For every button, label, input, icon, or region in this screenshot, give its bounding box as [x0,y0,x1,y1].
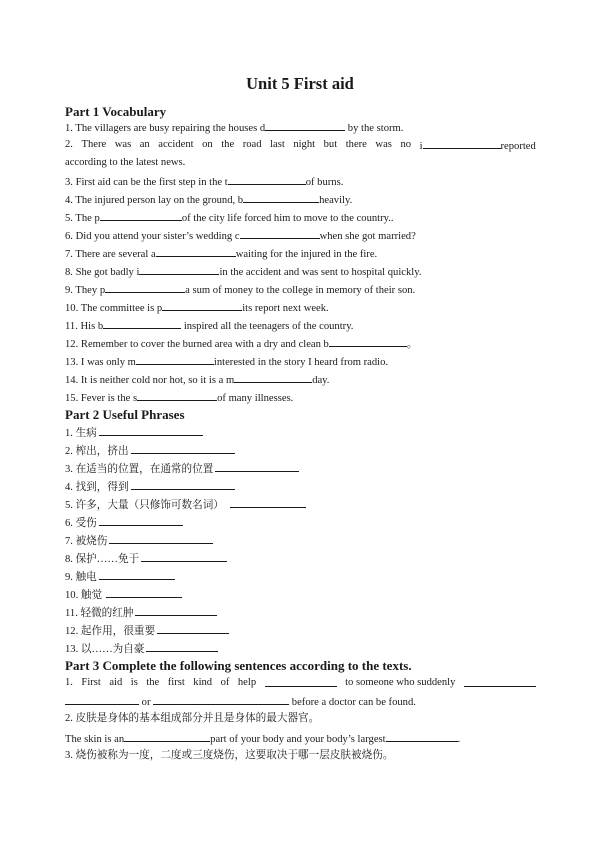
answer-blank[interactable] [99,515,183,526]
phrase-item-8: 8. 保护……免于 [65,551,227,567]
answer-blank[interactable] [162,300,242,311]
vocab-item-5: 5. The p of the city life forced him to move to the country.. [65,210,394,226]
answer-blank[interactable] [215,461,299,472]
answer-blank[interactable] [141,551,227,562]
answer-blank[interactable] [109,533,213,544]
vocab-item-6: 6. Did you attend your sister’s wedding c when she got married? [65,228,416,244]
vocab-item-4: 4. The injured person lay on the ground, b heavily. [65,192,352,208]
sentence-1-cont: or before a doctor can be found. [65,694,416,710]
vocab-item-2-cont: according to the latest news. [65,157,186,168]
phrase-item-12: 12. 起作用，很重要 [65,623,229,639]
answer-blank[interactable] [265,676,337,687]
answer-blank[interactable] [99,569,175,580]
answer-blank[interactable] [135,605,217,616]
page-title: Unit 5 First aid [246,74,354,93]
vocab-item-14: 14. It is neither cold nor hot, so it is a m day. [65,372,329,388]
phrase-item-5: 5. 许多，大量（只修饰可数名词） [65,497,306,513]
answer-blank[interactable] [100,210,182,221]
answer-blank[interactable] [240,228,320,239]
answer-blank[interactable] [105,282,185,293]
answer-blank[interactable] [131,479,235,490]
answer-blank[interactable] [103,318,181,329]
vocab-item-11: 11. His b inspired all the teenagers of the country. [65,318,353,334]
answer-blank[interactable] [329,336,407,347]
answer-blank[interactable] [124,731,210,742]
phrase-item-1: 1. 生病 [65,425,203,441]
answer-blank[interactable] [146,641,218,652]
answer-blank[interactable] [153,694,289,705]
vocab-item-8: 8. She got badly i in the accident and was sent to hospital quickly. [65,264,421,280]
sentence-1: 1. First aid is the first kind of help to someone who suddenly [65,676,536,690]
answer-blank[interactable] [423,138,501,149]
answer-blank[interactable] [99,425,203,436]
phrase-item-13: 13. 以……为自豪 [65,641,218,657]
answer-blank[interactable] [137,390,217,401]
phrase-item-11: 11. 轻微的红肿 [65,605,217,621]
part1-heading: Part 1 Vocabulary [65,104,167,119]
phrase-item-7: 7. 被烧伤 [65,533,213,549]
sentence-3-cn: 3. 烧伤被称为一度，二度或三度烧伤，这要取决于哪一层皮肤被烧伤。 [65,750,394,761]
answer-blank[interactable] [65,694,139,705]
vocab-item-2: 2. There was an accident on the road last night but there was no i reported [65,139,536,152]
answer-blank[interactable] [243,192,319,203]
vocab-item-13: 13. I was only m interested in the story I heard from radio. [65,354,388,370]
answer-blank[interactable] [265,120,345,131]
phrase-item-9: 9. 触电 [65,569,175,585]
answer-blank[interactable] [464,676,536,687]
answer-blank[interactable] [230,497,306,508]
vocab-item-7: 7. There are several a waiting for the injured in the fire. [65,246,377,262]
phrase-item-2: 2. 榨出，挤出 [65,443,235,459]
answer-blank[interactable] [106,587,182,598]
sentence-2-cn: 2. 皮肤是身体的基本组成部分并且是身体的最大器官。 [65,713,320,724]
vocab-item-9: 9. They p a sum of money to the college in memory of their son. [65,282,415,298]
answer-blank[interactable] [136,354,214,365]
answer-blank[interactable] [157,623,229,634]
phrase-item-10: 10. 触觉 [65,587,182,603]
answer-blank[interactable] [234,372,312,383]
phrase-item-6: 6. 受伤 [65,515,183,531]
vocab-item-10: 10. The committee is p its report next week. [65,300,329,316]
vocab-item-15: 15. Fever is the s of many illnesses. [65,390,293,406]
sentence-2: The skin is an part of your body and your body’s largest . [65,731,460,747]
part2-heading: Part 2 Useful Phrases [65,407,185,422]
answer-blank[interactable] [139,264,219,275]
phrase-item-3: 3. 在适当的位置，在通常的位置 [65,461,299,477]
answer-blank[interactable] [386,731,458,742]
part3-heading: Part 3 Complete the following sentences according to the texts. [65,658,412,673]
phrase-item-4: 4. 找到，得到 [65,479,235,495]
vocab-item-3: 3. First aid can be the first step in the t of burns. [65,174,343,190]
vocab-item-1: 1. The villagers are busy repairing the houses d by the storm. [65,120,403,136]
answer-blank[interactable] [156,246,236,257]
answer-blank[interactable] [228,174,306,185]
answer-blank[interactable] [131,443,235,454]
vocab-item-12: 12. Remember to cover the burned area with a dry and clean b 。 [65,336,417,352]
